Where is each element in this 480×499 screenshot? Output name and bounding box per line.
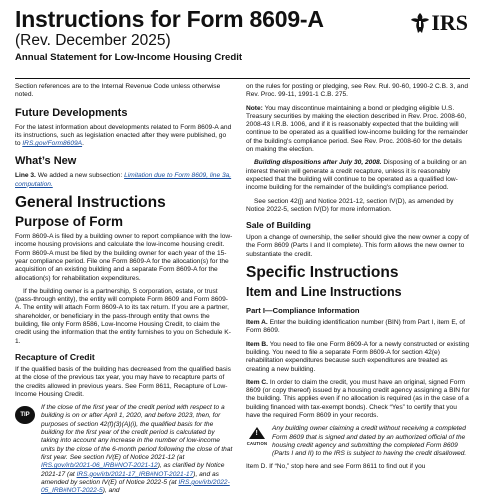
caution-text: Any building owner claiming a credit without receiving a completed Form 8609 that is signed and dated by an authorized official of the housing credit agency and submitting the completed Form 8609 (Parts I and II) to the IRS is subject to having the credit disallowed. [272,425,467,458]
continued-text: on the rules for posting or pledging, see Rev. Rul. 90-60, 1990-2 C.B. 3, and Rev. Proc. 99-11, 1991-1 C.B. 275. [246,83,469,99]
tip-text-4: ), and [102,487,120,495]
note-text [246,105,470,155]
left-column [15,83,233,499]
irs-logo [410,10,468,36]
notice-2021-12-link[interactable]: IRS.gov/irb/2021-06_IRB#NOT-2021-12 [41,462,158,470]
tip-icon: TIP [15,406,35,424]
partnership-text: If the building owner is a partnership, S corporation, estate, or trust (pass-through entity), the entity will complete Form 8609 and Form 8609-A. The entity will attach Form 8609-A to its tax return. If you are a partner, shareholder, or beneficiary in the pass-through entity that owns the building, file only Form 8586, Low-Income Housing Credit, to claim the credit using the information that the entity furnishes to you on Schedule K-1. [15,287,231,345]
item-a-text [246,319,470,336]
right-column [246,83,470,476]
limitation-link[interactable]: Limitation due to Form 8609, line 3a, computation. [15,172,232,188]
item-line-heading: Item and Line Instructions [246,285,402,300]
see-section-text: See section 42(j) and Notice 2021-12, section IV(D), as amended by Notice 2022-5, section IV(D) for more information. [246,197,454,213]
item-a-body: Enter the building identification number (BIN) from Part I, item E, of Form 8609. [246,319,465,335]
page-title: Instructions for Form 8609-A [15,6,324,32]
intro-text: Section references are to the Internal Revenue Code unless otherwise noted. [15,83,221,99]
tip-text [41,404,233,495]
note-label: Note: [246,104,263,112]
exclamation-icon: ! [255,430,258,438]
caution-label: CAUTION [246,441,268,447]
purpose-text: Form 8609-A is filed by a building owner to report compliance with the low-income housing provisions and calculate the low-income housing credit. Form 8609-A must be filed by the building owner for each year of the 15-year compliance period. File one Form 8609-A for the allocation(s) for the acquisition of an existing building and a separate Form 8609-A for the allocation(s) for rehabilitation expenditures. [15,233,233,282]
item-c-label: Item C. [246,378,268,386]
tip-badge-wrap [15,406,37,424]
general-instructions-heading: General Instructions [15,194,166,212]
notice-2021-17-link[interactable]: IRS.gov/irb/2021-17_IRB#NOT-2021-17 [76,470,194,478]
note-body: You may discontinue maintaining a bond or pledging eligible U.S. Treasury securities by making the election described in Rev. Proc. 2008-60, 2008-43 I.R.B. 1006, and if it is reasonably expected that the building will continue to be operated as a qualified low-income building for the remainder of the building's compliance period. See Rev. Proc. 2008-60 for the details on making the election. [246,104,468,154]
tip-text-3: ), and as amended by section IV(E) of Notice 2022-5 (at [41,470,219,486]
form-subtitle: Annual Statement for Low-Income Housing Credit [15,52,243,63]
warning-triangle-icon [249,427,265,439]
document-header [15,6,470,64]
future-developments-text [15,124,233,149]
dispositions-text [246,159,470,192]
specific-instructions-heading: Specific Instructions [246,264,399,282]
form8609a-link[interactable]: IRS.gov/Form8609A [22,140,83,148]
line3-body: We added a new subsection: [35,172,125,180]
item-b-text [246,341,470,374]
future-text-end: . [82,140,84,148]
whats-new-heading: What’s New [15,155,77,168]
caution-icon [246,427,268,447]
dispositions-label: Building dispositions after July 30, 2008. [254,159,382,167]
future-developments-heading: Future Developments [15,106,128,119]
recapture-heading: Recapture of Credit [15,351,95,362]
item-c-text [246,379,470,420]
future-text: For the latest information about developments related to Form 8609-A and its instructions, such as legislation enacted after they were published, go to [15,123,232,148]
revision-date: (Rev. December 2025) [15,32,171,49]
line3-text [15,172,233,189]
sale-text: Upon a change of ownership, the seller should give the new owner a copy of the Form 8609 (Parts I and II complete). This form allows the new owner to substantiate the credit. [246,234,469,258]
item-b-label: Item B. [246,340,268,348]
tip-callout [15,404,233,495]
caution-callout [246,425,470,458]
part1-heading: Part I—Compliance Information [246,306,360,316]
irs-logo-text: IRS [431,10,468,35]
tip-text-2: ), as clarified by Notice 2021-17 (at [41,462,225,478]
eagle-icon [410,12,430,34]
recapture-text: If the qualified basis of the building has decreased from the qualified basis at the close of the previous tax year, you may have to recapture parts of the credits allowed in previous years. See Form 8611, Recapture of Low-Income Housing Credit. [15,365,231,398]
header-rule [15,78,470,79]
line3-label: Line 3. [15,172,36,180]
item-a-label: Item A. [246,319,268,327]
item-c-body: In order to claim the credit, you must have an original, signed Form 8609 (or copy thereof) issued by a housing credit agency assigning a BIN for the building. This applies even if no allocation is required (as in the case of a building financed with tax-exempt bonds). Check “Yes” to certify that you have the required Form 8609 in your records. [246,378,470,420]
tip-text-1: If the close of the first year of the credit period with respect to a building is on or after April 1, 2020, and before 2023, then, for purposes of section 42(f)(3)(A)(i), the qualified basis for the building for the first year of the credit period is calculated by taking into account any increase in the number of low-income units by the close of the 6-month period following the close of that first year. See section IV(E) of Notice 2021-12 (at [41,404,233,461]
sale-heading: Sale of Building [246,220,311,231]
caution-badge-wrap [246,427,268,447]
notice-2022-5-link[interactable]: IRS.gov/irb/2022-05_IRB#NOT-2022-5 [41,478,230,495]
item-d-text: Item D. If “No,” stop here and see Form 8611 to find out if you [246,462,426,470]
dispositions-body: Disposing of a building or an interest therein will generate a credit recapture, unless it is reasonably expected that the building will continue to be operated as a qualified low-income building for the remainder of the building's compliance period. [246,159,467,192]
item-b-body: You need to file one Form 8609-A for a newly constructed or existing building. You need to file a separate Form 8609-A for section 42(e) rehabilitation expenditures because such expenditures are treated as creating a new building. [246,340,470,373]
purpose-heading: Purpose of Form [15,214,124,230]
